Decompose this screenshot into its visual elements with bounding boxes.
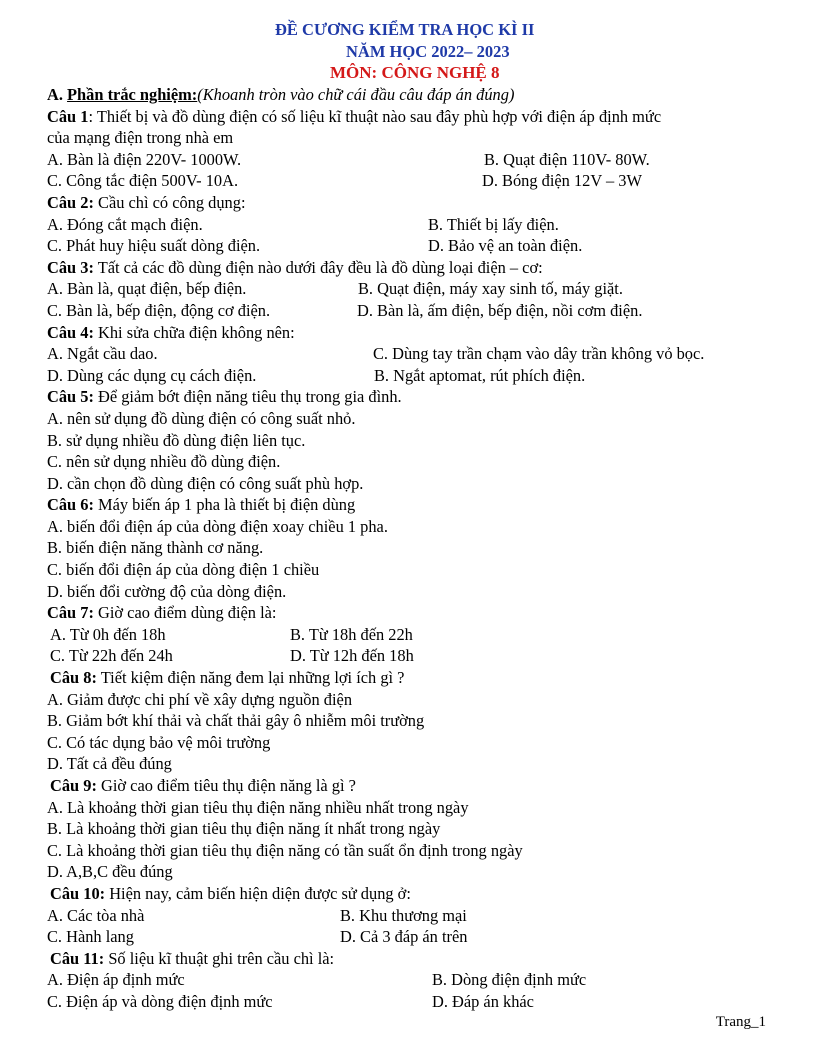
option-c[interactable]: C. Điện áp và dòng điện định mức: [47, 991, 273, 1011]
question-8: [47, 667, 777, 689]
exam-content: [47, 84, 777, 1013]
question-3-options-row-1: [47, 278, 777, 300]
page-number: Trang_1: [715, 1014, 766, 1030]
question-label: Câu 7:: [47, 603, 94, 623]
question-label: Câu 8:: [50, 668, 97, 688]
option-c[interactable]: C. Có tác dụng bảo vệ môi trường: [47, 732, 271, 752]
question-10: [47, 883, 777, 905]
header-subject: MÔN: CÔNG NGHỆ 8: [330, 63, 500, 82]
option-a[interactable]: A. Ngắt cầu dao.: [47, 344, 158, 364]
option-a[interactable]: A. Là khoảng thời gian tiêu thụ điện năng nhiều nhất trong ngày: [47, 797, 469, 817]
option-a[interactable]: A. Giảm được chi phí về xây dựng nguồn điện: [47, 689, 353, 709]
question-1-text-cont: của mạng điện trong nhà em: [47, 128, 234, 148]
option-c[interactable]: C. Dùng tay trần chạm vào dây trần không vỏ bọc.: [373, 344, 705, 364]
option-d[interactable]: D. Dùng các dụng cụ cách điện.: [47, 365, 257, 385]
question-label: Câu 10:: [50, 883, 106, 903]
question-9: [47, 775, 777, 797]
question-7-options-row-1: [47, 624, 777, 646]
question-label: Câu 6:: [47, 495, 94, 515]
question-11-options-row-1: [47, 969, 777, 991]
section-note: (Khoanh tròn vào chữ cái đầu câu đáp án đúng): [197, 85, 515, 104]
question-4: [47, 322, 777, 344]
question-label: Câu 11:: [50, 948, 105, 968]
option-c[interactable]: C. Hành lang: [47, 927, 134, 947]
question-text: Máy biến áp 1 pha là thiết bị điện dùng: [98, 495, 356, 515]
option-b[interactable]: B. Là khoảng thời gian tiêu thụ điện năng ít nhất trong ngày: [47, 819, 441, 839]
question-2-options-row-1: [47, 214, 777, 236]
question-5: [47, 386, 777, 408]
option-d[interactable]: D. Bóng điện 12V – 3W: [482, 171, 642, 191]
question-label: Câu 3:: [47, 257, 94, 277]
option-b[interactable]: B. Khu thương mại: [340, 905, 467, 925]
option-a[interactable]: A. Từ 0h đến 18h: [50, 624, 166, 644]
question-label: Câu 4:: [47, 322, 94, 342]
question-11-options-row-2: [47, 991, 777, 1013]
question-7-options-row-2: [47, 645, 777, 667]
question-3-options-row-2: [47, 300, 777, 322]
section-title: Phần trắc nghiệm:: [67, 85, 198, 104]
question-text: Tiết kiệm điện năng đem lại những lợi ích gì ?: [100, 668, 405, 688]
option-c[interactable]: C. Bàn là, bếp điện, động cơ điện.: [47, 300, 271, 320]
option-a[interactable]: A. Bàn là, quạt điện, bếp điện.: [47, 279, 247, 299]
option-b[interactable]: B. Quạt điện 110V- 80W.: [484, 149, 650, 169]
option-b[interactable]: B. biến điện năng thành cơ năng.: [47, 538, 264, 558]
question-text: Cầu chì có công dụng:: [98, 192, 246, 212]
question-sep: :: [88, 106, 97, 126]
question-text: Giờ cao điểm dùng điện là:: [98, 603, 277, 623]
option-a[interactable]: A. Điện áp định mức: [47, 970, 185, 990]
question-label: Câu 9:: [50, 776, 97, 795]
question-text: Để giảm bớt điện năng tiêu thụ trong gia đình.: [98, 387, 402, 407]
option-b[interactable]: B. Quạt điện, máy xay sinh tố, máy giặt.: [358, 279, 623, 299]
question-2-options-row-2: [47, 235, 777, 257]
question-label: Câu 2:: [47, 192, 94, 212]
option-b[interactable]: B. Thiết bị lấy điện.: [428, 214, 559, 234]
option-a[interactable]: A. Bàn là điện 220V- 1000W.: [47, 149, 242, 169]
question-text: Khi sửa chữa điện không nên:: [98, 322, 295, 342]
option-b[interactable]: B. Từ 18h đến 22h: [290, 624, 413, 644]
option-d[interactable]: D. cần chọn đồ dùng điện có công suất phù hợp.: [47, 473, 364, 493]
question-text: Số liệu kĩ thuật ghi trên cầu chì là:: [108, 948, 335, 968]
option-d[interactable]: D. A,B,C đều đúng: [47, 862, 173, 882]
option-c[interactable]: C. biến đổi điện áp của dòng điện 1 chiều: [47, 560, 320, 580]
option-b[interactable]: B. Dòng điện định mức: [432, 970, 587, 990]
option-c[interactable]: C. Công tắc điện 500V- 10A.: [47, 171, 239, 191]
option-c[interactable]: C. Phát huy hiệu suất dòng điện.: [47, 236, 261, 256]
question-4-options-row-2: [47, 365, 777, 387]
option-d[interactable]: D. Từ 12h đến 18h: [290, 646, 414, 666]
option-a[interactable]: A. Các tòa nhà: [47, 905, 145, 925]
question-3: [47, 257, 777, 279]
option-a[interactable]: A. nên sử dụng đồ dùng điện có công suất nhỏ.: [47, 408, 356, 428]
question-11: [47, 948, 777, 970]
option-a[interactable]: A. biến đổi điện áp của dòng điện xoay chiều 1 pha.: [47, 516, 388, 536]
question-1-options-row-1: [47, 149, 777, 171]
section-prefix: A.: [47, 85, 68, 104]
option-c[interactable]: C. Từ 22h đến 24h: [50, 646, 173, 666]
option-b[interactable]: B. Giảm bớt khí thải và chất thải gây ô nhiễm môi trường: [47, 711, 425, 731]
question-1-options-row-2: [47, 170, 777, 192]
question-10-options-row-1: [47, 905, 777, 927]
question-1: [47, 106, 777, 128]
question-4-options-row-1: [47, 343, 777, 365]
option-c[interactable]: C. nên sử dụng nhiều đồ dùng điện.: [47, 452, 281, 472]
question-6: [47, 494, 777, 516]
question-label: Câu 1: [47, 106, 89, 126]
question-text: Thiết bị và đồ dùng điện có số liệu kĩ thuật nào sau đây phù hợp với điện áp định mức: [96, 106, 662, 126]
question-text: Hiện nay, cảm biến hiện diện được sử dụng ở:: [109, 883, 411, 903]
question-2: [47, 192, 777, 214]
option-b[interactable]: B. sử dụng nhiều đồ dùng điện liên tục.: [47, 430, 306, 450]
question-label: Câu 5:: [47, 387, 94, 407]
option-d[interactable]: D. Bảo vệ an toàn điện.: [428, 236, 583, 256]
header-school-year: NĂM HỌC 2022– 2023: [346, 42, 510, 61]
option-d[interactable]: D. Tất cả đều đúng: [47, 754, 172, 774]
question-7: [47, 602, 777, 624]
question-10-options-row-2: [47, 926, 777, 948]
option-d[interactable]: D. biến đổi cường độ của dòng điện.: [47, 581, 287, 601]
option-c[interactable]: C. Là khoảng thời gian tiêu thụ điện năng có tần suất ổn định trong ngày: [47, 840, 523, 860]
section-heading: [47, 84, 777, 106]
question-text: Tất cả các đồ dùng điện nào dưới đây đều là đồ dùng loại điện – cơ:: [97, 257, 543, 277]
option-b[interactable]: B. Ngắt aptomat, rút phích điện.: [374, 365, 586, 385]
option-d[interactable]: D. Cả 3 đáp án trên: [340, 927, 468, 947]
header-title: ĐỀ CƯƠNG KIỂM TRA HỌC KÌ II: [275, 20, 535, 39]
option-d[interactable]: D. Bàn là, ấm điện, bếp điện, nồi cơm điện.: [357, 300, 643, 320]
option-a[interactable]: A. Đóng cắt mạch điện.: [47, 214, 203, 234]
question-text: Giờ cao điểm tiêu thụ điện năng là gì ?: [101, 776, 356, 795]
option-d[interactable]: D. Đáp án khác: [432, 991, 534, 1011]
